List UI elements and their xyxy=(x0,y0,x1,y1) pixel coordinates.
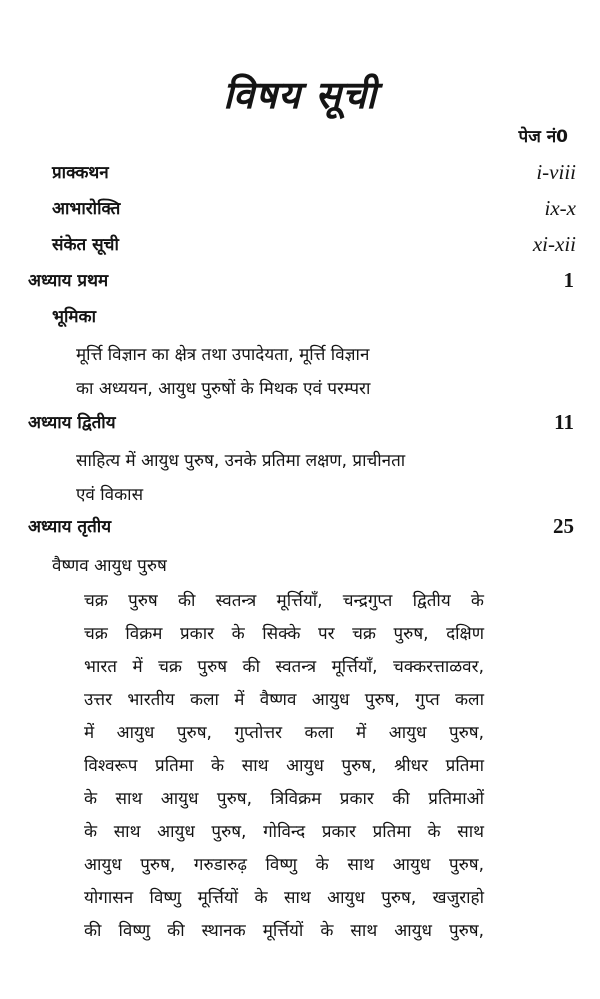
toc-description-line: एवं विकास xyxy=(76,485,144,505)
chapter-label: अध्याय प्रथम xyxy=(28,271,109,291)
toc-description-line: मूर्त्ति विज्ञान का क्षेत्र तथा उपादेयता, मूर्त्ति विज्ञान xyxy=(76,345,370,365)
toc-entry-label: संकेत सूची xyxy=(52,235,119,255)
toc-entry-page: ix-x xyxy=(544,196,576,220)
toc-entry-preface xyxy=(0,160,600,190)
toc-entry-page: xi-xii xyxy=(532,232,576,256)
page-title: विषय सूची xyxy=(223,73,377,117)
chapter-label: अध्याय तृतीय xyxy=(28,517,112,537)
toc-description-line: विश्वरूप प्रतिमा के साथ आयुध पुरुष, श्रीधर प्रतिमा xyxy=(84,756,484,776)
toc-section-introduction xyxy=(0,304,600,334)
toc-description-line: योगासन विष्णु मूर्त्तियों के साथ आयुध पुरुष, खजुराहो xyxy=(84,888,484,908)
toc-section-vaishnava: वैष्णव आयुध पुरुष xyxy=(52,556,167,576)
toc-entry-label: आभारोक्ति xyxy=(52,199,121,219)
chapter-page: 25 xyxy=(553,514,574,538)
toc-entry-acknowledgement xyxy=(0,196,600,226)
toc-entry-page: i-viii xyxy=(536,160,576,184)
chapter-page: 1 xyxy=(563,268,574,292)
toc-entry-abbreviations xyxy=(0,232,600,262)
toc-description-line: भारत में चक्र पुरुष की स्वतन्त्र मूर्त्तियाँ, चक्करत्ताळवर, xyxy=(84,657,484,677)
page-number-heading: पेज नं0 xyxy=(518,127,568,147)
toc-description-line: की विष्णु की स्थानक मूर्त्तियों के साथ आयुध पुरुष, xyxy=(84,921,484,941)
chapter-page: 11 xyxy=(554,410,574,434)
toc-description-line: का अध्ययन, आयुध पुरुषों के मिथक एवं परम्परा xyxy=(76,379,371,399)
toc-chapter-1 xyxy=(0,268,600,298)
section-label: भूमिका xyxy=(52,307,96,327)
toc-chapter-3 xyxy=(0,514,600,544)
chapter-label: अध्याय द्वितीय xyxy=(28,413,116,433)
toc-description-line: के साथ आयुध पुरुष, त्रिविक्रम प्रकार की प्रतिमाओं xyxy=(84,789,484,809)
toc-description-line: के साथ आयुध पुरुष, गोविन्द प्रकार प्रतिमा के साथ xyxy=(84,822,484,842)
toc-chapter-2 xyxy=(0,410,600,440)
toc-description-line: चक्र विक्रम प्रकार के सिक्के पर चक्र पुरुष, दक्षिण xyxy=(84,624,484,644)
toc-description-line: में आयुध पुरुष, गुप्तोत्तर कला में आयुध पुरुष, xyxy=(84,723,484,743)
toc-entry-label: प्राक्कथन xyxy=(52,163,109,183)
toc-description-line: साहित्य में आयुध पुरुष, उनके प्रतिमा लक्षण, प्राचीनता xyxy=(76,451,406,471)
toc-description-line: उत्तर भारतीय कला में वैष्णव आयुध पुरुष, गुप्त कला xyxy=(84,690,484,710)
toc-description-line: चक्र पुरुष की स्वतन्त्र मूर्त्तियाँ, चन्द्रगुप्त द्वितीय के xyxy=(84,591,484,611)
toc-description-line: आयुध पुरुष, गरुडारुढ़ विष्णु के साथ आयुध पुरुष, xyxy=(84,855,484,875)
